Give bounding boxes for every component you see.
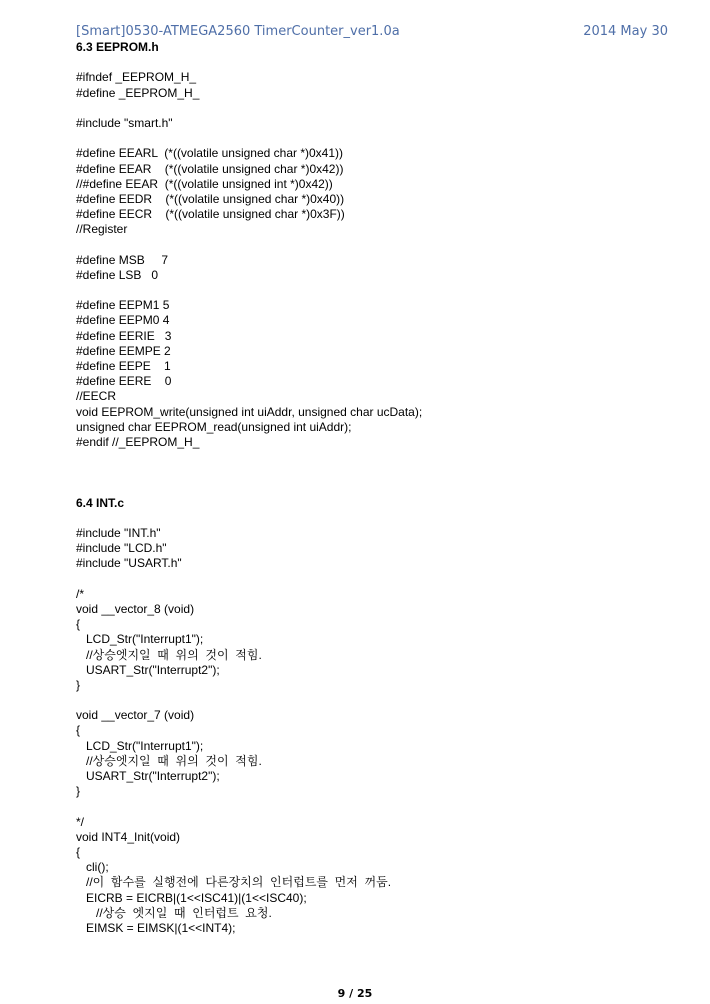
code-line: #define EEDR (*((volatile unsigned char *)0x40)): [76, 191, 345, 206]
blank-line: [76, 693, 676, 708]
code-section: [76, 496, 676, 936]
code-line: #include "INT.h": [76, 526, 161, 540]
code-line: #define LSB 0: [76, 267, 159, 282]
code-line: #define EEPM0 4: [76, 313, 170, 328]
code-line: USART_Str("Interrupt2");: [76, 769, 220, 783]
code-line: #endif //_EEPROM_H_: [76, 434, 200, 449]
code-line: #ifndef _EEPROM_H_: [76, 70, 197, 85]
code-line: //상승엣지일 때 위의 것이 적힘.: [76, 647, 262, 662]
code-line: {: [76, 617, 81, 632]
code-line: //상승 엣지일 때 인터럽트 요청.: [76, 905, 272, 920]
page-number: 9 / 25: [337, 987, 373, 1000]
code-line: #define EEARL (*((volatile unsigned char *)0x41)): [76, 146, 344, 161]
document-title: [Smart]0530-ATMEGA2560 TimerCounter_ver1.0a: [76, 24, 400, 39]
code-line: #include "smart.h": [76, 115, 173, 130]
blank-line: [76, 480, 676, 495]
code-line: EIMSK = EIMSK|(1<<INT4);: [76, 920, 236, 935]
blank-line: [76, 511, 676, 526]
code-line: //#define EEAR (*((volatile unsigned int *)0x42)): [76, 176, 333, 191]
blank-line: [76, 237, 676, 252]
code-line: #define EERIE 3: [76, 328, 172, 343]
blank-line: [76, 101, 676, 116]
code-line: */: [76, 814, 85, 829]
code-line: //상승엣지일 때 위의 것이 적힘.: [76, 753, 262, 768]
blank-line: [76, 465, 676, 480]
code-line: }: [76, 784, 81, 799]
blank-line: [76, 799, 676, 814]
code-line: unsigned char EEPROM_read(unsigned int uiAddr);: [76, 419, 352, 434]
blank-line: [76, 131, 676, 146]
blank-line: [76, 283, 676, 298]
code-line: }: [76, 677, 81, 692]
code-line: EICRB = EICRB|(1<<ISC41)|(1<<ISC40);: [76, 890, 307, 905]
blank-line: [76, 55, 676, 70]
code-line: void INT4_Init(void): [76, 829, 181, 844]
blank-line: [76, 572, 676, 587]
code-line: LCD_Str("Interrupt1");: [76, 632, 204, 647]
code-line: //EECR: [76, 389, 117, 404]
code-line: #define EEPE 1: [76, 358, 171, 373]
code-line: cli();: [76, 860, 109, 875]
code-line: LCD_Str("Interrupt1");: [76, 738, 204, 753]
code-line: {: [76, 844, 81, 859]
code-line: #include "LCD.h": [76, 541, 167, 556]
section-title: 6.4 INT.c: [76, 495, 125, 510]
code-line: #define EEAR (*((volatile unsigned char *)0x42)): [76, 161, 344, 176]
code-line: #define EEMPE 2: [76, 343, 171, 358]
code-line: void EEPROM_write(unsigned int uiAddr, unsigned char ucData);: [76, 404, 423, 419]
document-body: [76, 40, 676, 936]
code-line: #define EERE 0: [76, 374, 172, 389]
code-line: {: [76, 723, 81, 738]
code-line: #include "USART.h": [76, 556, 182, 571]
section-title: 6.3 EEPROM.h: [76, 40, 159, 54]
code-line: //Register: [76, 222, 128, 237]
blank-line: [76, 450, 676, 465]
code-line: /*: [76, 586, 85, 601]
code-line: void __vector_7 (void): [76, 708, 195, 723]
code-section: [76, 40, 676, 496]
code-line: #define EEPM1 5: [76, 298, 170, 313]
code-line: //이 함수를 실행전에 다른장치의 인터럽트를 먼저 꺼둠.: [76, 875, 392, 890]
code-line: #define _EEPROM_H_: [76, 85, 200, 100]
code-line: USART_Str("Interrupt2");: [76, 662, 220, 677]
code-line: void __vector_8 (void): [76, 601, 195, 616]
document-date: 2014 May 30: [583, 24, 668, 39]
code-line: #define MSB 7: [76, 252, 169, 267]
code-line: #define EECR (*((volatile unsigned char *)0x3F)): [76, 207, 345, 222]
